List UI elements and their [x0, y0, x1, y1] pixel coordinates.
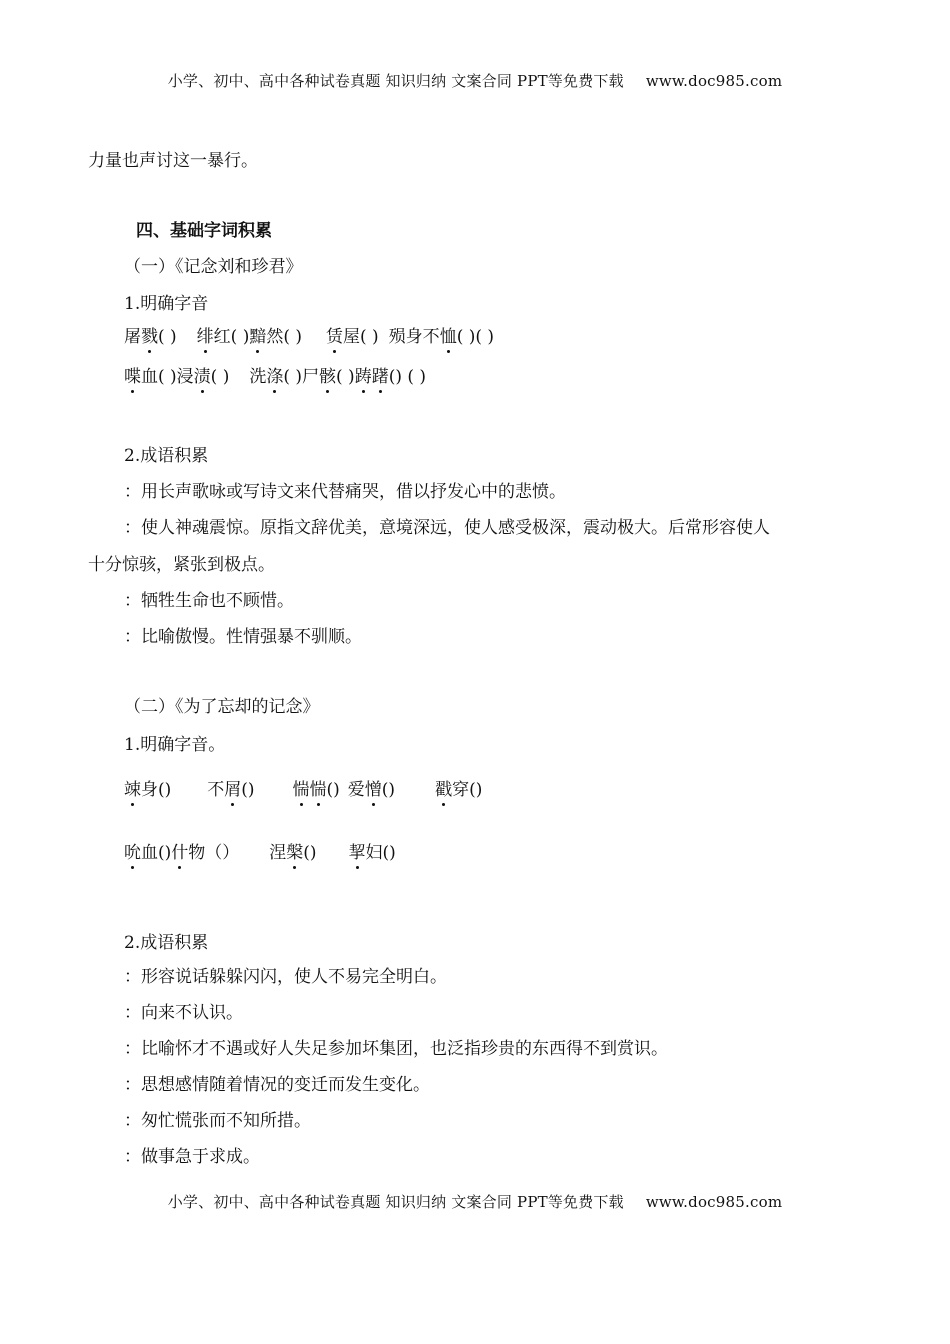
pron-item: 挈妇(): [349, 843, 396, 863]
pron-item: 喋血( ): [124, 367, 177, 387]
pron-item: 不屑(): [207, 780, 254, 800]
pron-item: 戳穿(): [435, 780, 482, 800]
pron-item: 吮血(): [124, 843, 171, 863]
part2-pron-row1: [124, 775, 482, 800]
header-text: 小学、初中、高中各种试卷真题 知识归纳 文案合同 PPT等免费下载: [167, 72, 624, 90]
intro-line: 力量也声讨这一暴行。: [88, 151, 258, 171]
header-site: www.doc985.com: [645, 72, 783, 90]
pron-item: 绯红( ): [197, 327, 250, 347]
pron-item: 涅槃(): [269, 843, 316, 863]
idiom-line: ：思想感情随着情况的变迁而发生变化。: [124, 1075, 430, 1095]
section-title: 四、基础字词积累: [136, 221, 272, 241]
pron-item: 洗涤( ): [249, 367, 302, 387]
pron-item: 爱憎(): [348, 780, 395, 800]
pron-item: 黯然( ): [249, 327, 302, 347]
part2-pron-heading: 1.明确字音。: [124, 735, 226, 755]
pron-item: 惴惴(): [293, 780, 340, 800]
pron-item: 殒身不恤( )( ): [389, 327, 494, 347]
part1-pron-row2: [124, 362, 426, 387]
part1-pron-heading: 1.明确字音: [124, 294, 209, 314]
footer-text: 小学、初中、高中各种试卷真题 知识归纳 文案合同 PPT等免费下载: [167, 1193, 624, 1211]
part2-idiom-heading: 2.成语积累: [124, 933, 209, 953]
idiom-line: ：用长声歌咏或写诗文来代替痛哭，借以抒发心中的悲愤。: [124, 482, 566, 502]
pron-item: 踌躇() ( ): [355, 367, 426, 387]
idiom-line: 十分惊骇，紧张到极点。: [88, 555, 275, 575]
pron-item: 屠戮( ): [124, 327, 177, 347]
pron-item: 浸渍( ): [177, 367, 230, 387]
footer-site: www.doc985.com: [645, 1193, 783, 1211]
part1-title: （一）《记念刘和珍君》: [124, 257, 303, 277]
idiom-line: ：比喻怀才不遇或好人失足参加坏集团，也泛指珍贵的东西得不到赏识。: [124, 1039, 668, 1059]
idiom-line: ：比喻傲慢。性情强暴不驯顺。: [124, 627, 362, 647]
page-footer: [0, 1191, 950, 1212]
part1-pron-row1: [124, 322, 494, 347]
pron-item: 什物（）: [171, 843, 239, 863]
idiom-line: ：牺牲生命也不顾惜。: [124, 591, 294, 611]
idiom-line: ：匆忙慌张而不知所措。: [124, 1111, 311, 1131]
pron-item: 赁屋( ): [326, 327, 379, 347]
page-header: [0, 70, 950, 91]
pron-item: 尸骸( ): [302, 367, 355, 387]
idiom-line: ：形容说话躲躲闪闪，使人不易完全明白。: [124, 967, 447, 987]
part2-pron-row2: [124, 838, 396, 863]
idiom-line: ：向来不认识。: [124, 1003, 243, 1023]
idiom-line: ：使人神魂震惊。原指文辞优美，意境深远，使人感受极深，震动极大。后常形容使人: [124, 518, 770, 538]
part1-idiom-heading: 2.成语积累: [124, 446, 209, 466]
idiom-line: ：做事急于求成。: [124, 1147, 260, 1167]
pron-item: 竦身(): [124, 780, 171, 800]
part2-title: （二）《为了忘却的记念》: [124, 697, 320, 717]
